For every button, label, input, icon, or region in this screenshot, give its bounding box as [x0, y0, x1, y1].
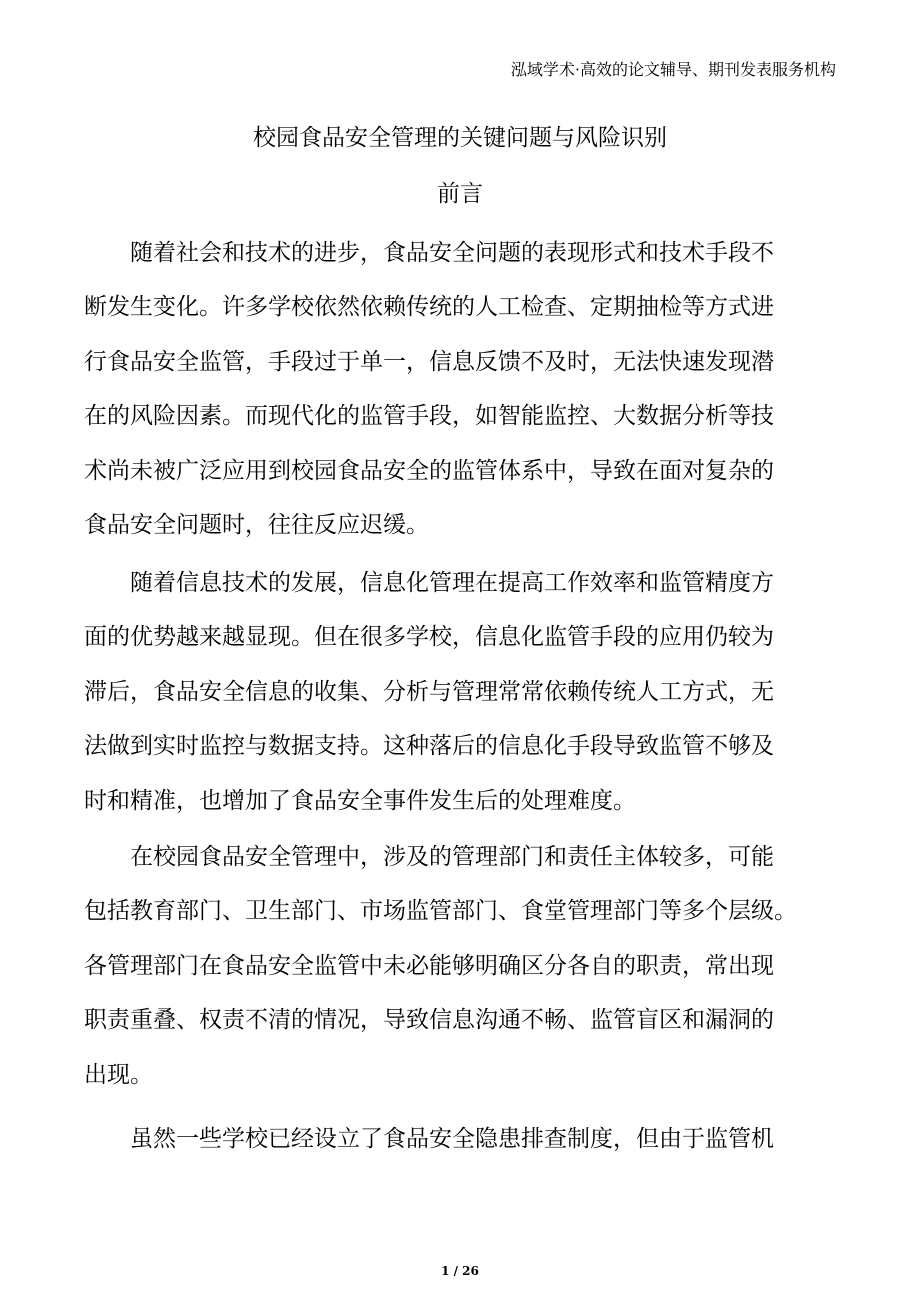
paragraph-line: 随着社会和技术的进步，食品安全问题的表现形式和技术手段不 — [130, 240, 774, 266]
paragraph-line: 面的优势越来越显现。但在很多学校，信息化监管手段的应用仍较为 — [84, 624, 774, 651]
paragraph-line: 随着信息技术的发展，信息化管理在提高工作效率和监管精度方 — [130, 570, 774, 596]
paragraph-line: 行食品安全监管，手段过于单一，信息反馈不及时，无法快速发现潜 — [84, 348, 774, 375]
paragraph-line: 食品安全问题时，往往反应迟缓。 — [84, 511, 429, 538]
paragraph — [84, 556, 844, 828]
paragraph — [84, 830, 844, 1102]
paragraph-line: 法做到实时监控与数据支持。这种落后的信息化手段导致监管不够及 — [84, 733, 774, 760]
paragraph — [84, 226, 844, 552]
paragraph-line: 断发生变化。许多学校依然依赖传统的人工检查、定期抽检等方式进 — [84, 294, 774, 321]
page-number: 1 / 26 — [441, 1264, 479, 1278]
paragraph-line: 各管理部门在食品安全监管中未必能够明确区分各自的职责，常出现 — [84, 952, 774, 979]
paragraph-line: 滞后，食品安全信息的收集、分析与管理常常依赖传统人工方式，无 — [84, 678, 774, 705]
paragraph-line: 术尚未被广泛应用到校园食品安全的监管体系中，导致在面对复杂的 — [84, 457, 774, 484]
header-org-text: 泓域学术·高效的论文辅导、期刊发表服务机构 — [510, 60, 836, 79]
paragraph-line: 在校园食品安全管理中，涉及的管理部门和责任主体较多，可能 — [130, 844, 774, 870]
paragraph-line: 时和精准，也增加了食品安全事件发生后的处理难度。 — [84, 787, 636, 814]
paragraph-line: 虽然一些学校已经设立了食品安全隐患排查制度，但由于监管机 — [130, 1126, 774, 1152]
paragraph-line: 出现。 — [84, 1061, 153, 1088]
paragraph — [84, 1112, 844, 1166]
paragraph-line: 职责重叠、权责不清的情况，导致信息沟通不畅、监管盲区和漏洞的 — [84, 1007, 774, 1034]
paragraph-line: 包括教育部门、卫生部门、市场监管部门、食堂管理部门等多个层级。 — [84, 898, 797, 925]
paragraph-line: 在的风险因素。而现代化的监管手段，如智能监控、大数据分析等技 — [84, 403, 774, 430]
document-title: 校园食品安全管理的关键问题与风险识别 — [253, 125, 667, 151]
section-heading: 前言 — [437, 181, 483, 207]
